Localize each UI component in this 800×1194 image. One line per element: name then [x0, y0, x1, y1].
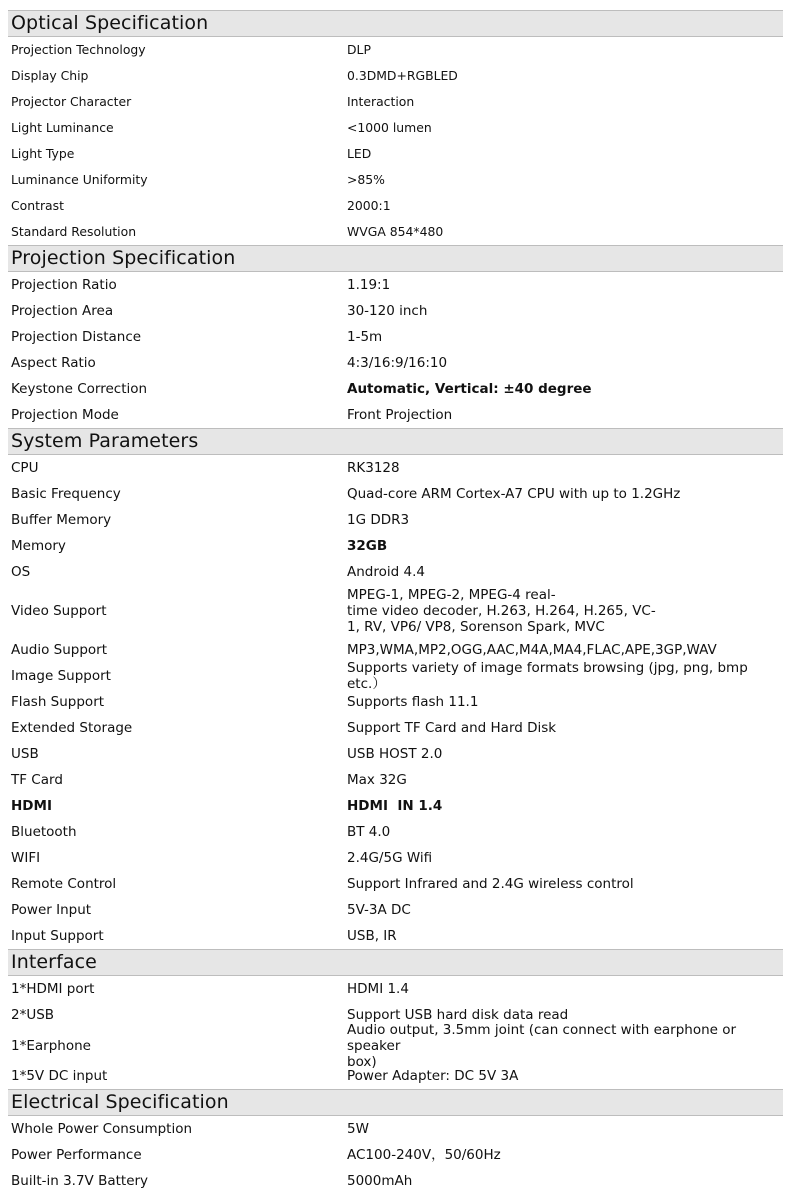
row-value: 5V-3A DC	[347, 902, 411, 918]
table-row	[8, 1142, 783, 1168]
table-row	[8, 689, 783, 715]
table-row	[8, 976, 783, 1002]
table-row	[8, 141, 783, 167]
table-row	[8, 455, 783, 481]
row-label: Projection Technology	[11, 42, 146, 57]
row-value: Interaction	[347, 94, 415, 109]
table-row	[8, 767, 783, 793]
row-value: 0.3DMD+RGBLED	[347, 68, 458, 83]
table-row	[8, 402, 783, 428]
row-label: Extended Storage	[11, 720, 133, 736]
row-label: Power Input	[11, 902, 92, 918]
row-label: Light Type	[11, 146, 75, 161]
row-label: Projection Mode	[11, 407, 119, 423]
row-label: Power Performance	[11, 1147, 142, 1163]
table-row	[8, 376, 783, 402]
row-label: Input Support	[11, 928, 104, 944]
row-label: Audio Support	[11, 642, 108, 658]
row-label: Aspect Ratio	[11, 355, 96, 371]
table-row	[8, 298, 783, 324]
section-title-system: System Parameters	[8, 428, 783, 455]
table-row	[8, 63, 783, 89]
row-label: Keystone Correction	[11, 381, 148, 397]
row-label: Bluetooth	[11, 824, 77, 840]
table-row	[8, 819, 783, 845]
row-value: Support USB hard disk data read	[347, 1007, 569, 1023]
row-value: 1-5m	[347, 329, 383, 345]
row-label: Contrast	[11, 198, 64, 213]
row-value: 30-120 inch	[347, 303, 428, 319]
row-label: CPU	[11, 460, 39, 476]
row-label: 1*HDMI port	[11, 981, 95, 997]
row-value: 1.19:1	[347, 277, 391, 293]
row-value-line: box)	[347, 1053, 377, 1070]
row-label: Whole Power Consumption	[11, 1121, 193, 1137]
row-label: Remote Control	[11, 876, 117, 892]
table-row	[8, 115, 783, 141]
row-value-line: MPEG-1, MPEG-2, MPEG-4 real-	[347, 587, 556, 603]
row-label: Projection Distance	[11, 329, 142, 345]
row-value: AC100-240V，50/60Hz	[347, 1147, 501, 1163]
row-label: HDMI	[11, 798, 52, 814]
row-label: Image Support	[11, 668, 111, 684]
row-value: 5W	[347, 1121, 369, 1137]
table-row	[8, 660, 783, 692]
table-row	[8, 89, 783, 115]
table-row	[8, 272, 783, 298]
row-value: HDMI IN 1.4	[347, 798, 443, 814]
row-value: 2.4G/5G Wifi	[347, 850, 433, 866]
table-row	[8, 324, 783, 350]
spec-sheet	[8, 10, 783, 1194]
row-value: LED	[347, 146, 372, 161]
row-label: USB	[11, 746, 39, 762]
row-value: Quad-core ARM Cortex-A7 CPU with up to 1.2GHz	[347, 486, 681, 502]
section-title-interface: Interface	[8, 949, 783, 976]
table-row	[8, 559, 783, 585]
section-title-projection: Projection Specification	[8, 245, 783, 272]
row-label: Luminance Uniformity	[11, 172, 148, 187]
table-row	[8, 533, 783, 559]
table-row	[8, 350, 783, 376]
row-label: Built-in 3.7V Battery	[11, 1173, 149, 1189]
row-value: 4:3/16:9/16:10	[347, 355, 448, 371]
section-title-electrical: Electrical Specification	[8, 1089, 783, 1116]
row-value-line: time video decoder, H.263, H.264, H.265, VC-	[347, 603, 656, 619]
table-row	[8, 585, 783, 637]
row-value-line: 1, RV, VP6/ VP8, Sorenson Spark, MVC	[347, 619, 605, 635]
row-value: BT 4.0	[347, 824, 391, 840]
row-value: USB, IR	[347, 928, 397, 944]
row-label: TF Card	[11, 772, 63, 788]
table-row	[8, 897, 783, 923]
row-value: 2000:1	[347, 198, 391, 213]
row-label: Light Luminance	[11, 120, 114, 135]
row-value: 32GB	[347, 538, 388, 554]
table-row	[8, 793, 783, 819]
table-row	[8, 741, 783, 767]
table-row	[8, 923, 783, 949]
table-row	[8, 1116, 783, 1142]
row-value: Support TF Card and Hard Disk	[347, 720, 557, 736]
table-row	[8, 715, 783, 741]
row-value: Front Projection	[347, 407, 453, 423]
row-value	[347, 587, 783, 635]
row-label: Basic Frequency	[11, 486, 121, 502]
row-label: 2*USB	[11, 1007, 55, 1023]
row-label: 1*5V DC input	[11, 1068, 108, 1084]
table-row	[8, 507, 783, 533]
row-value: MP3,WMA,MP2,OGG,AAC,M4A,MA4,FLAC,APE,3GP,WAV	[347, 642, 717, 658]
row-label: Standard Resolution	[11, 224, 137, 239]
row-label: Buffer Memory	[11, 512, 112, 528]
table-row	[8, 845, 783, 871]
row-value: RK3128	[347, 460, 400, 476]
row-label: Projection Area	[11, 303, 114, 319]
row-value: Max 32G	[347, 772, 407, 788]
row-value: 5000mAh	[347, 1173, 413, 1189]
row-value: USB HOST 2.0	[347, 746, 443, 762]
row-label: WIFI	[11, 850, 41, 866]
row-value: HDMI 1.4	[347, 981, 409, 997]
table-row	[8, 1168, 783, 1194]
row-value: DLP	[347, 42, 371, 57]
row-label: Projection Ratio	[11, 277, 117, 293]
row-label: Projector Character	[11, 94, 132, 109]
table-row	[8, 1021, 783, 1070]
row-value: WVGA 854*480	[347, 224, 444, 239]
row-value: Supports variety of image formats browsing (jpg, png, bmp etc.）	[347, 660, 748, 692]
table-row	[8, 167, 783, 193]
table-row	[8, 481, 783, 507]
table-row	[8, 193, 783, 219]
section-title-optical: Optical Specification	[8, 10, 783, 37]
table-row	[8, 37, 783, 63]
row-value: Power Adapter: DC 5V 3A	[347, 1068, 519, 1084]
row-value: Supports flash 11.1	[347, 694, 479, 710]
row-value: >85%	[347, 172, 385, 187]
row-value	[347, 1022, 783, 1070]
row-value: Automatic, Vertical: ±40 degree	[347, 381, 592, 397]
row-label: 1*Earphone	[11, 1037, 91, 1054]
row-value: 1G DDR3	[347, 512, 410, 528]
row-value: Support Infrared and 2.4G wireless control	[347, 876, 634, 892]
table-row	[8, 219, 783, 245]
row-label: Memory	[11, 538, 66, 554]
table-row	[8, 871, 783, 897]
row-value-line: Audio output, 3.5mm joint (can connect with earphone or speaker	[347, 1021, 737, 1054]
row-label: Display Chip	[11, 68, 89, 83]
row-value: <1000 lumen	[347, 120, 432, 135]
row-label: OS	[11, 564, 31, 580]
row-value: Android 4.4	[347, 564, 425, 580]
row-label: Flash Support	[11, 694, 105, 710]
row-label: Video Support	[11, 603, 107, 619]
